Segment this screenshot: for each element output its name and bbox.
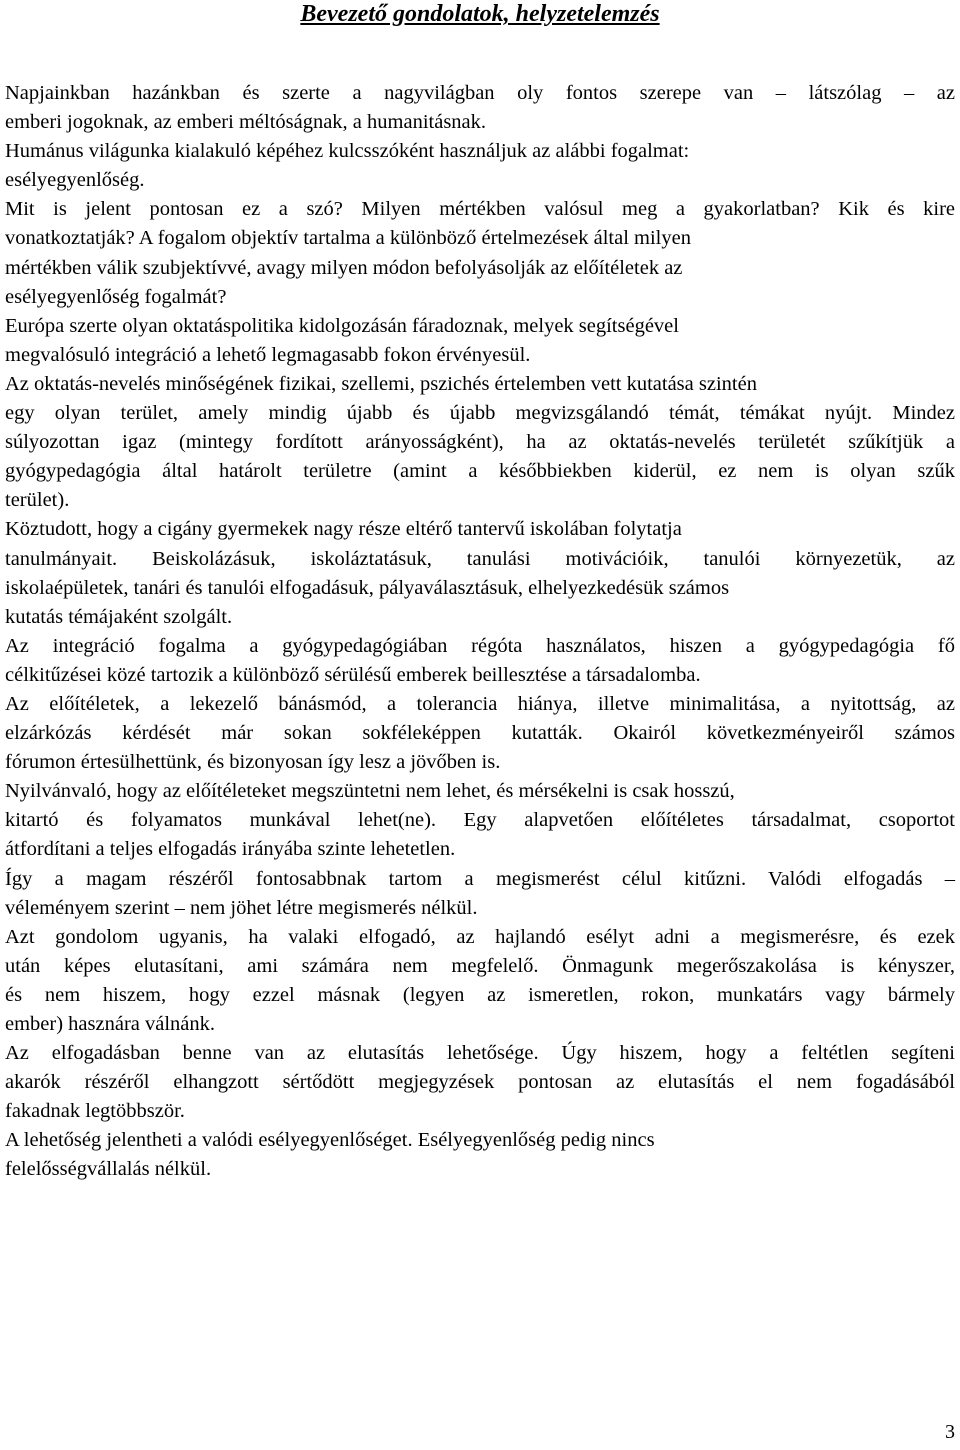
- text-line: célkitűzései közé tartozik a különböző sérülésű emberek beillesztése a társadalomba.: [5, 663, 701, 686]
- body-text: [5, 79, 955, 1185]
- text-line: Napjainkban hazánkban és szerte a nagyvilágban oly fontos szerepe van – látszólag – az: [5, 82, 955, 104]
- text-line: tanulmányait. Beiskolázásuk, iskoláztatásuk, tanulási motivációik, tanulói környezetük, az: [5, 547, 955, 570]
- text-line: és nem hiszem, hogy ezzel másnak (legyen az ismeretlen, rokon, munkatárs vagy bármely: [5, 983, 955, 1006]
- text-line: kutatás témájaként szolgált.: [5, 605, 233, 628]
- text-line: akarók részéről elhangzott sértődött megjegyzések pontosan az elutasítás el nem fogadásából: [5, 1071, 955, 1094]
- text-line: fórumon értesülhettünk, és bizonyosan így lesz a jövőben is.: [5, 751, 501, 774]
- text-line: átfordítani a teljes elfogadás irányába szinte lehetetlen.: [5, 838, 456, 861]
- text-line: véleményem szerint – nem jöhet létre megismerés nélkül.: [5, 896, 478, 919]
- text-line: Azt gondolom ugyanis, ha valaki elfogadó, az hajlandó esélyt adni a megismerésre, és ezek: [5, 925, 955, 948]
- text-line: Így a magam részéről fontosabbnak tartom a megismerést célul kitűzni. Valódi elfogadás –: [5, 867, 955, 890]
- text-line: súlyozottan igaz (mintegy fordított arányosságként), ha az oktatás-nevelés területét szűkítjük a: [5, 431, 955, 454]
- text-line: elzárkózás kérdését már sokan sokféleképpen kutatták. Okairól következményeiről számos: [5, 722, 955, 745]
- text-line: iskolaépületek, tanári és tanulói elfogadásuk, pályaválasztásuk, elhelyezkedésük számos: [5, 576, 730, 599]
- text-line: esélyegyenlőség.: [5, 169, 145, 192]
- text-line: gyógypedagógia által határolt területre (amint a későbbiekben kiderül, ez nem is olyan szűk: [5, 460, 955, 483]
- text-line: Az elfogadásban benne van az elutasítás lehetősége. Úgy hiszem, hogy a feltétlen segíteni: [5, 1042, 955, 1065]
- text-line: felelősségvállalás nélkül.: [5, 1158, 212, 1181]
- text-line: egy olyan terület, amely mindig újabb és újabb megvizsgálandó témát, témákat nyújt. Mindez: [5, 402, 955, 425]
- text-line: A lehetőség jelentheti a valódi esélyegyenlőséget. Esélyegyenlőség pedig nincs: [5, 1129, 655, 1152]
- text-line: Európa szerte olyan oktatáspolitika kidolgozásán fáradoznak, melyek segítségével: [5, 314, 679, 337]
- text-line: megvalósuló integráció a lehető legmagasabb fokon érvényesül.: [5, 343, 531, 366]
- text-line: kitartó és folyamatos munkával lehet(ne). Egy alapvetően előítéletes társadalmat, csoportot: [5, 809, 955, 832]
- text-line: Nyilvánvaló, hogy az előítéleteket megszüntetni nem lehet, és mérsékelni is csak hosszú,: [5, 780, 735, 803]
- text-line: terület).: [5, 489, 70, 512]
- text-line: után képes elutasítani, ami számára nem megfelelő. Önmagunk megerőszakolása is kényszer,: [5, 954, 955, 977]
- text-line: Az oktatás-nevelés minőségének fizikai, szellemi, pszichés értelemben vett kutatása szintén: [5, 372, 757, 395]
- text-line: mértékben válik szubjektívvé, avagy milyen módon befolyásolják az előítéletek az: [5, 256, 683, 279]
- text-line: Köztudott, hogy a cigány gyermekek nagy része eltérő tantervű iskolában folytatja: [5, 518, 682, 541]
- text-line: fakadnak legtöbbször.: [5, 1100, 185, 1123]
- page-title: Bevezető gondolatok, helyzetelemzés: [300, 1, 660, 27]
- text-line: Az előítéletek, a lekezelő bánásmód, a tolerancia hiánya, illetve minimalitása, a nyitottság, az: [5, 692, 955, 715]
- text-line: Az integráció fogalma a gyógypedagógiában régóta használatos, hiszen a gyógypedagógia fő: [5, 634, 955, 657]
- page-number: 3: [945, 1421, 955, 1443]
- text-line: vonatkoztatják? A fogalom objektív tartalma a különböző értelmezések által milyen: [5, 227, 691, 250]
- text-line: ember) hasznára válnánk.: [5, 1013, 216, 1035]
- text-line: Mit is jelent pontosan ez a szó? Milyen mértékben valósul meg a gyakorlatban? Kik és kire: [5, 198, 955, 221]
- text-line: esélyegyenlőség fogalmát?: [5, 285, 227, 308]
- text-line: emberi jogoknak, az emberi méltóságnak, a humanitásnak.: [5, 111, 487, 134]
- text-line: Humánus világunka kialakuló képéhez kulcsszóként használjuk az alábbi fogalmat:: [5, 140, 690, 163]
